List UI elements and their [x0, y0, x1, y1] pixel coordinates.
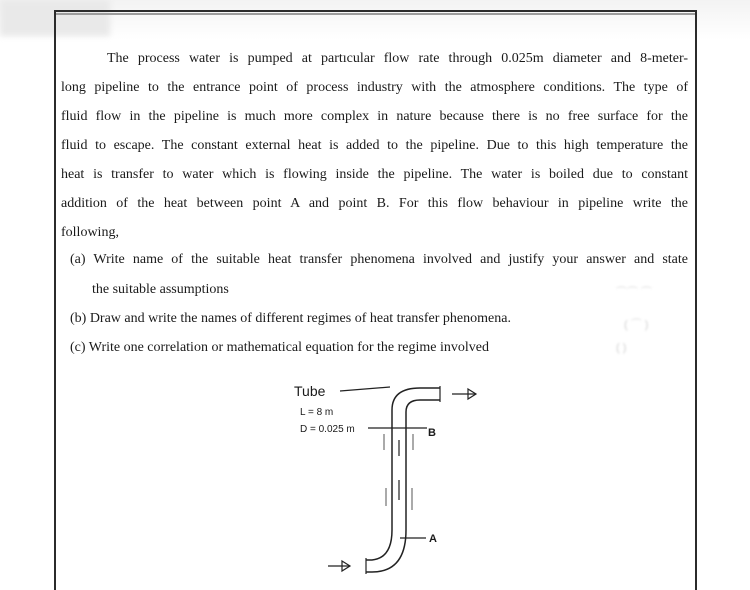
item-a-line2: the suitable assumptions	[92, 282, 229, 297]
pipe-top-bend-outer	[392, 388, 440, 432]
item-b: (b) Draw and write the names of different regimes of heat transfer phenomena.	[70, 311, 511, 326]
paragraph-line: following,	[61, 225, 119, 240]
point-a-label: A	[429, 533, 437, 545]
length-label: L = 8 m	[300, 407, 334, 418]
paragraph-line: fluid to escape. The constant external heat is added to the pipeline. Due to this high temperature the	[61, 138, 688, 153]
faint-mark: ( ⌒ )	[624, 319, 649, 331]
point-b-label: B	[428, 427, 436, 439]
item-a-line1: (a) Write name of the suitable heat transfer phenomena involved and justify your answer and state	[70, 252, 688, 267]
paragraph-line: heat is transfer to water which is flowing inside the pipeline. The water is boiled due to constant	[61, 167, 688, 182]
faint-mark: ⌒⌒ ⌒	[616, 287, 653, 299]
pipe-bottom-bend-outer	[366, 530, 392, 560]
faint-mark: ( )	[616, 342, 627, 354]
frame-inner-rule	[56, 13, 695, 15]
paragraph-line: long pipeline to the entrance point of process industry with the atmosphere conditions. The type of	[61, 80, 688, 95]
tube-label: Tube	[294, 383, 326, 399]
paragraph-line: The process water is pumped at partıcular flow rate through 0.025m diameter and 8-meter-	[107, 51, 688, 66]
paragraph-line: fluid flow in the pipeline is much more complex in nature because there is no free surface for the	[61, 109, 688, 124]
diameter-label: D = 0.025 m	[300, 424, 355, 435]
pipe-diagram	[280, 370, 520, 576]
pipe-bottom-bend-inner	[366, 530, 406, 572]
item-c: (c) Write one correlation or mathematical equation for the regime involved	[70, 340, 490, 355]
paragraph-line: addition of the heat between point A and point B. For this flow behaviour in pipeline write the	[61, 196, 688, 211]
question-paragraph	[61, 44, 688, 247]
